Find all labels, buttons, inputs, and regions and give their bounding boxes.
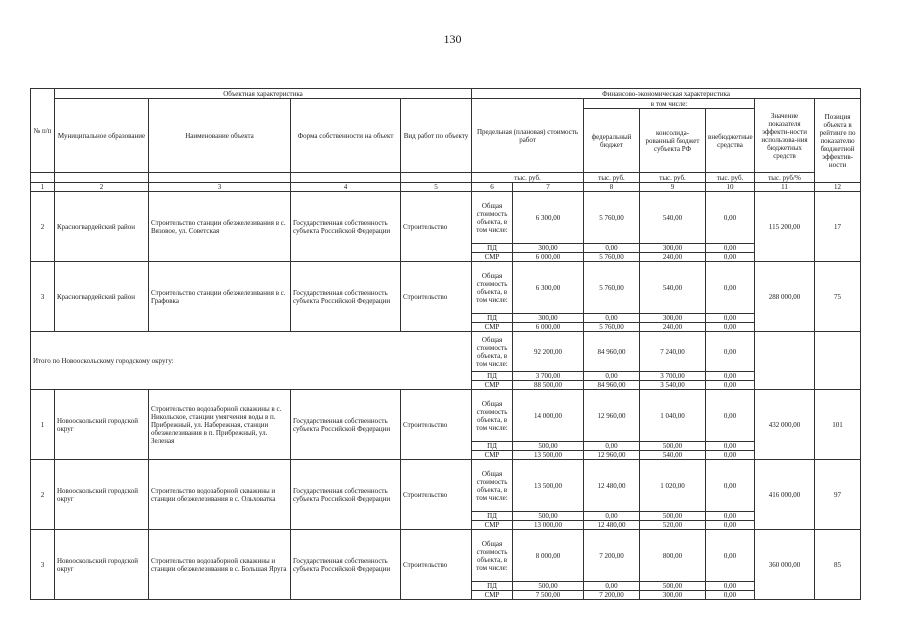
row-extrabudget: 0,00 xyxy=(706,521,755,530)
row-work-type: Строительство xyxy=(401,192,472,262)
header-efficiency: Значение показателя эффекти-ности использова-ния бюджетных средств xyxy=(755,99,815,173)
header-federal: федеральный бюджет xyxy=(584,109,640,173)
row-federal: 5 760,00 xyxy=(584,253,640,262)
row-total: 6 000,00 xyxy=(513,253,584,262)
row-num: 2 xyxy=(31,192,55,262)
row-line-label: ПД xyxy=(472,442,513,451)
row-line-label: СМР xyxy=(472,591,513,600)
colnum-7: 7 xyxy=(513,183,584,192)
row-extrabudget: 0,00 xyxy=(706,314,755,323)
row-ownership: Государственная собственность субъекта Российской Федерации xyxy=(291,460,401,530)
row-total: 500,00 xyxy=(513,582,584,591)
row-line-label: Общая стоимость объекта, в том числе: xyxy=(472,192,513,244)
row-municipality: Новооскольский городской округ xyxy=(55,390,149,460)
unit-extrabudget: тыс. руб. xyxy=(706,173,755,183)
row-rank: 85 xyxy=(815,530,861,600)
unit-efficiency: тыс. руб/% xyxy=(755,173,815,183)
colnum-9: 9 xyxy=(640,183,706,192)
row-total: 500,00 xyxy=(513,512,584,521)
row-federal: 0,00 xyxy=(584,244,640,253)
row-extrabudget: 0,00 xyxy=(706,530,755,582)
unit-consolidated: тыс. руб. xyxy=(640,173,706,183)
subtotal-total: 3 700,00 xyxy=(513,372,584,381)
row-total: 13 500,00 xyxy=(513,460,584,512)
row-consolidated: 300,00 xyxy=(640,314,706,323)
row-total: 8 000,00 xyxy=(513,530,584,582)
row-object-name: Строительство станции обезжелезивания в с. Графовка xyxy=(149,262,291,332)
colnum-10: 10 xyxy=(706,183,755,192)
row-consolidated: 300,00 xyxy=(640,244,706,253)
row-consolidated: 520,00 xyxy=(640,521,706,530)
unit-federal: тыс. руб. xyxy=(584,173,640,183)
header-extrabudget: внебюджетные средства xyxy=(706,109,755,173)
row-extrabudget: 0,00 xyxy=(706,262,755,314)
header-incl: в том числе: xyxy=(584,99,755,109)
row-consolidated: 500,00 xyxy=(640,512,706,521)
row-object-name: Строительство водозаборной скважины и станции обезжелезивания в с. Ольховатка xyxy=(149,460,291,530)
row-num: 3 xyxy=(31,530,55,600)
row-object-name: Строительство станции обезжелезивания в с. Вязовое, ул. Советская xyxy=(149,192,291,262)
row-line-label: СМР xyxy=(472,451,513,460)
subtotal-line-label: Общая стоимость объекта, в том числе: xyxy=(472,332,513,372)
row-efficiency: 360 000,00 xyxy=(755,530,815,600)
row-rank: 101 xyxy=(815,390,861,460)
colnum-12: 12 xyxy=(815,183,861,192)
row-line-label: Общая стоимость объекта, в том числе: xyxy=(472,262,513,314)
row-ownership: Государственная собственность субъекта Российской Федерации xyxy=(291,530,401,600)
colnum-4: 4 xyxy=(291,183,401,192)
row-total: 7 500,00 xyxy=(513,591,584,600)
row-federal: 12 480,00 xyxy=(584,460,640,512)
subtotal-federal: 84 960,00 xyxy=(584,332,640,372)
row-work-type: Строительство xyxy=(401,390,472,460)
colnum-6: 6 xyxy=(472,183,513,192)
row-extrabudget: 0,00 xyxy=(706,253,755,262)
row-federal: 7 200,00 xyxy=(584,591,640,600)
row-extrabudget: 0,00 xyxy=(706,442,755,451)
row-municipality: Красногвардейский район xyxy=(55,192,149,262)
row-consolidated: 540,00 xyxy=(640,262,706,314)
header-finance-group: Финансово-экономическая характеристика xyxy=(472,89,861,99)
table-row xyxy=(31,530,861,582)
row-total: 14 000,00 xyxy=(513,390,584,442)
row-line-label: СМР xyxy=(472,521,513,530)
subtotal-consolidated: 7 240,00 xyxy=(640,332,706,372)
row-work-type: Строительство xyxy=(401,530,472,600)
row-line-label: СМР xyxy=(472,253,513,262)
row-consolidated: 300,00 xyxy=(640,591,706,600)
subtotal-extrabudget: 0,00 xyxy=(706,372,755,381)
row-federal: 5 760,00 xyxy=(584,323,640,332)
row-federal: 0,00 xyxy=(584,442,640,451)
table-row xyxy=(31,192,861,244)
row-municipality: Новооскольский городской округ xyxy=(55,530,149,600)
subtotal-label: Итого по Новооскольскому городскому округу: xyxy=(31,332,472,390)
row-consolidated: 540,00 xyxy=(640,192,706,244)
row-federal: 7 200,00 xyxy=(584,530,640,582)
row-total: 300,00 xyxy=(513,314,584,323)
row-consolidated: 1 040,00 xyxy=(640,390,706,442)
row-efficiency: 115 200,00 xyxy=(755,192,815,262)
subtotal-total: 92 200,00 xyxy=(513,332,584,372)
row-extrabudget: 0,00 xyxy=(706,460,755,512)
row-federal: 0,00 xyxy=(584,314,640,323)
row-extrabudget: 0,00 xyxy=(706,451,755,460)
subtotal-consolidated: 3 700,00 xyxy=(640,372,706,381)
subtotal-federal: 84 960,00 xyxy=(584,381,640,390)
header-ownership: Форма собственности на объект xyxy=(291,99,401,173)
row-line-label: ПД xyxy=(472,244,513,253)
row-federal: 12 960,00 xyxy=(584,390,640,442)
subtotal-line-label: СМР xyxy=(472,381,513,390)
row-efficiency: 288 000,00 xyxy=(755,262,815,332)
row-federal: 5 760,00 xyxy=(584,192,640,244)
header-work-type: Вид работ по объекту xyxy=(401,99,472,173)
row-extrabudget: 0,00 xyxy=(706,591,755,600)
row-rank: 75 xyxy=(815,262,861,332)
investment-table xyxy=(30,88,861,600)
row-consolidated: 1 020,00 xyxy=(640,460,706,512)
row-num: 1 xyxy=(31,390,55,460)
row-efficiency: 432 000,00 xyxy=(755,390,815,460)
row-municipality: Новооскольский городской округ xyxy=(55,460,149,530)
colnum-8: 8 xyxy=(584,183,640,192)
row-total: 13 500,00 xyxy=(513,451,584,460)
row-rank: 17 xyxy=(815,192,861,262)
colnum-5: 5 xyxy=(401,183,472,192)
row-line-label: Общая стоимость объекта, в том числе: xyxy=(472,390,513,442)
row-federal: 0,00 xyxy=(584,512,640,521)
row-work-type: Строительство xyxy=(401,262,472,332)
row-federal: 12 960,00 xyxy=(584,451,640,460)
row-line-label: Общая стоимость объекта, в том числе: xyxy=(472,460,513,512)
row-municipality: Красногвардейский район xyxy=(55,262,149,332)
header-municipality: Муниципальное образование xyxy=(55,99,149,173)
row-consolidated: 240,00 xyxy=(640,253,706,262)
row-total: 13 000,00 xyxy=(513,521,584,530)
row-num: 3 xyxy=(31,262,55,332)
colnum-1: 1 xyxy=(31,183,55,192)
header-cost: Предельная (плановая) стоимость работ xyxy=(472,99,584,173)
subtotal-total: 88 500,00 xyxy=(513,381,584,390)
subtotal-row xyxy=(31,332,861,372)
colnum-11: 11 xyxy=(755,183,815,192)
row-total: 500,00 xyxy=(513,442,584,451)
header-object-name: Наименование объекта xyxy=(149,99,291,173)
table-row xyxy=(31,390,861,442)
subtotal-rank xyxy=(815,332,861,390)
row-ownership: Государственная собственность субъекта Российской Федерации xyxy=(291,262,401,332)
colnum-3: 3 xyxy=(149,183,291,192)
row-extrabudget: 0,00 xyxy=(706,244,755,253)
row-total: 6 300,00 xyxy=(513,192,584,244)
row-consolidated: 500,00 xyxy=(640,442,706,451)
subtotal-line-label: ПД xyxy=(472,372,513,381)
row-rank: 97 xyxy=(815,460,861,530)
row-ownership: Государственная собственность субъекта Российской Федерации xyxy=(291,192,401,262)
colnum-2: 2 xyxy=(55,183,149,192)
column-numbers-row xyxy=(31,183,861,192)
row-object-name: Строительство водозаборной скважины и станции обезжелезивания в с. Большая Яруга xyxy=(149,530,291,600)
row-total: 6 300,00 xyxy=(513,262,584,314)
row-work-type: Строительство xyxy=(401,460,472,530)
row-consolidated: 800,00 xyxy=(640,530,706,582)
row-total: 300,00 xyxy=(513,244,584,253)
header-num: № п/п xyxy=(31,89,55,173)
row-line-label: Общая стоимость объекта, в том числе: xyxy=(472,530,513,582)
subtotal-extrabudget: 0,00 xyxy=(706,332,755,372)
row-object-name: Строительство водозаборной скважины в с. Никольское, станции умягчения воды в п. Прибрежный, ул. Набережная, станции обезжелезивания в п. Прибрежный, ул. Зеленая xyxy=(149,390,291,460)
row-line-label: ПД xyxy=(472,314,513,323)
row-federal: 0,00 xyxy=(584,582,640,591)
row-extrabudget: 0,00 xyxy=(706,323,755,332)
table-body xyxy=(31,192,861,600)
row-line-label: ПД xyxy=(472,512,513,521)
row-extrabudget: 0,00 xyxy=(706,512,755,521)
header-rank: Позиция объекта в рейтинге по показателю бюджетной эффектив-ности xyxy=(815,99,861,183)
row-extrabudget: 0,00 xyxy=(706,582,755,591)
row-line-label: СМР xyxy=(472,323,513,332)
row-efficiency: 416 000,00 xyxy=(755,460,815,530)
subtotal-consolidated: 3 540,00 xyxy=(640,381,706,390)
row-federal: 12 480,00 xyxy=(584,521,640,530)
subtotal-efficiency xyxy=(755,332,815,390)
row-extrabudget: 0,00 xyxy=(706,390,755,442)
row-consolidated: 240,00 xyxy=(640,323,706,332)
row-extrabudget: 0,00 xyxy=(706,192,755,244)
table-row xyxy=(31,262,861,314)
row-consolidated: 540,00 xyxy=(640,451,706,460)
subtotal-extrabudget: 0,00 xyxy=(706,381,755,390)
row-total: 6 000,00 xyxy=(513,323,584,332)
header-object-group: Объектная характеристика xyxy=(55,89,472,99)
header-consolidated: консолида-рованный бюджет субъекта РФ xyxy=(640,109,706,173)
page-number: 130 xyxy=(443,32,462,46)
row-ownership: Государственная собственность субъекта Российской Федерации xyxy=(291,390,401,460)
row-num: 2 xyxy=(31,460,55,530)
subtotal-federal: 0,00 xyxy=(584,372,640,381)
table-row xyxy=(31,460,861,512)
unit-cost: тыс. руб. xyxy=(472,173,584,183)
row-line-label: ПД xyxy=(472,582,513,591)
row-federal: 5 760,00 xyxy=(584,262,640,314)
row-consolidated: 500,00 xyxy=(640,582,706,591)
